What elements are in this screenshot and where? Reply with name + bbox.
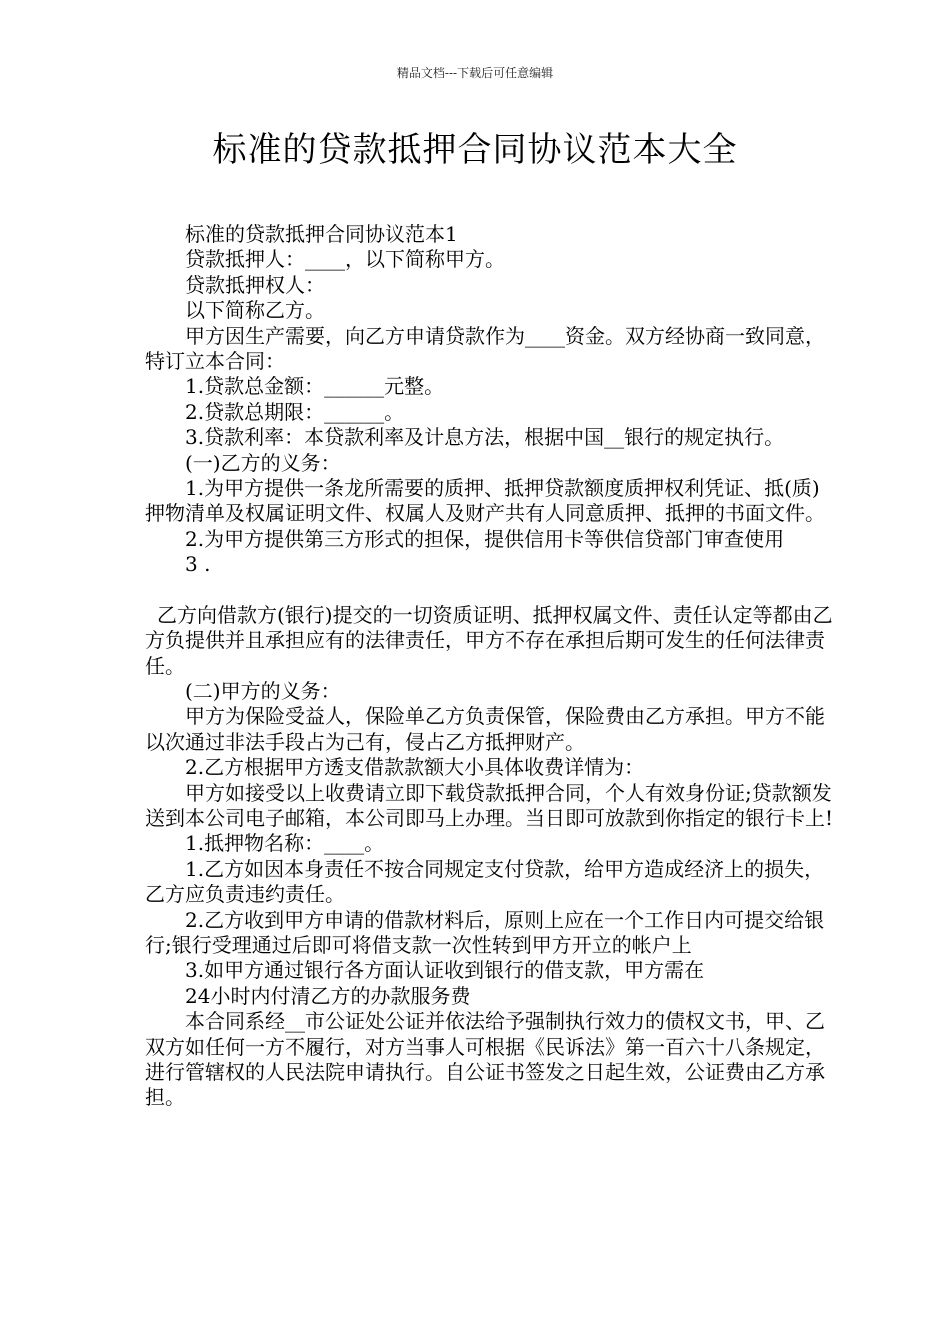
page-header: 精品文档---下载后可任意编辑 [396, 66, 554, 80]
paragraph: 1.为甲方提供一条龙所需要的质押、抵押贷款额度质押权利凭证、抵(质)押物清单及权属证明文件、权属人及财产共有人同意质押、抵押的书面文件。 [145, 476, 825, 526]
paragraph: 甲方如接受以上收费请立即下载贷款抵押合同，个人有效身份证;贷款额发送到本公司电子邮箱，本公司即马上办理。当日即可放款到你指定的银行卡上! [145, 780, 834, 830]
paragraph: (一)乙方的义务： [185, 450, 341, 475]
paragraph: 标准的贷款抵押合同协议范本1 [185, 222, 458, 246]
paragraph: 2.贷款总期限：______。 [185, 399, 405, 424]
paragraph: (二)甲方的义务： [185, 678, 341, 703]
paragraph: 3.如甲方通过银行各方面认证收到银行的借支款，甲方需在 [185, 958, 705, 983]
paragraph: 1.乙方如因本身责任不按合同规定支付贷款，给甲方造成经济上的损失，乙方应负责违约责任。 [145, 856, 825, 907]
paragraph: 1.抵押物名称：____。 [185, 831, 385, 856]
paragraph: 1.贷款总金额：______元整。 [185, 374, 445, 399]
paragraph: 3 . [185, 552, 211, 577]
paragraph: 3.贷款利率：本贷款利率及计息方法，根据中国__银行的规定执行。 [185, 425, 785, 450]
document-body [145, 222, 835, 1111]
paragraph: 乙方向借款方(银行)提交的一切资质证明、抵押权属文件、责任认定等都由乙方负提供并且承担应有的法律责任，甲方不存在承担后期可发生的任何法律责任。 [145, 602, 833, 678]
paragraph: 24小时内付清乙方的办款服务费 [185, 983, 471, 1008]
paragraph: 2.为甲方提供第三方形式的担保，提供信用卡等供信贷部门审查使用 [185, 526, 785, 551]
paragraph: 贷款抵押权人： [185, 272, 325, 297]
paragraph: 2.乙方收到甲方申请的借款材料后，原则上应在一个工作日内可提交给银行;银行受理通过后即可将借支款一次性转到甲方开立的帐户上 [145, 907, 825, 957]
paragraph: 贷款抵押人：____，以下简称甲方。 [185, 247, 505, 272]
paragraph: 甲方因生产需要，向乙方申请贷款作为____资金。双方经协商一致同意，特订立本合同： [145, 323, 825, 374]
paragraph: 2.乙方根据甲方透支借款款额大小具体收费详情为： [185, 755, 645, 780]
paragraph: 以下简称乙方。 [185, 298, 325, 323]
paragraph: 本合同系经__市公证处公证并依法给予强制执行效力的债权文书，甲、乙双方如任何一方不履行，对方当事人可根据《民诉法》第一百六十八条规定，进行管辖权的人民法院申请执行。自公证书签发之日起生效，公证费由乙方承担。 [145, 1009, 825, 1110]
document-title: 标准的贷款抵押合同协议范本大全 [212, 130, 738, 170]
paragraph: 甲方为保险受益人，保险单乙方负责保管，保险费由乙方承担。甲方不能以次通过非法手段占为己有，侵占乙方抵押财产。 [145, 704, 825, 754]
